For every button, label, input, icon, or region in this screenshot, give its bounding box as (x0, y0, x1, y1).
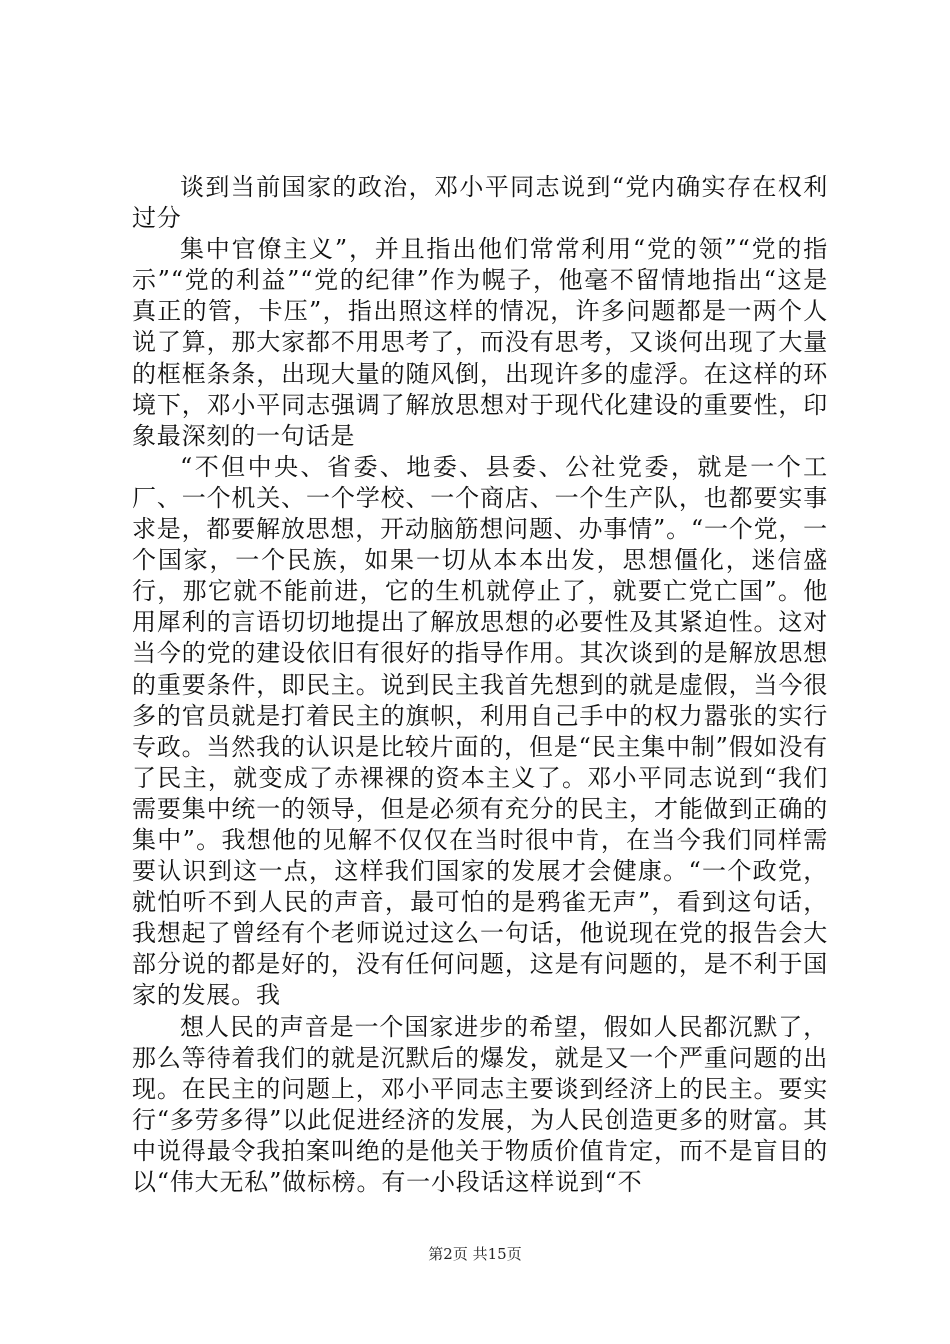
page-footer: 第2页 共15页 (428, 1245, 522, 1263)
paragraph-2: 集中官僚主义”，并且指出他们常常利用“党的领”“党的指示”“党的利益”“党的纪律”作为幌子，他毫不留情地指出“这是真正的管，卡压”，指出照这样的情况，许多问题都是一两个人说了算，那大家都不用思考了，而没有思考，又谈何出现了大量的框框条条，出现大量的随风倒，出现许多的虚浮。在这样的环境下，邓小平同志强调了解放思想对于现代化建设的重要性，印象最深刻的一句话是 (132, 235, 828, 450)
paragraph-3: “不但中央、省委、地委、县委、公社党委，就是一个工厂、一个机关、一个学校、一个商店、一个生产队，也都要实事求是，都要解放思想，开动脑筋想问题、办事情”。“一个党，一个国家，一个民族，如果一切从本本出发，思想僵化，迷信盛行，那它就不能前进，它的生机就停止了，就要亡党亡国”。他用犀利的言语切切地提出了解放思想的必要性及其紧迫性。这对当今的党的建设依旧有很好的指导作用。其次谈到的是解放思想的重要条件，即民主。说到民主我首先想到的就是虚假，当今很多的官员就是打着民主的旗帜，利用自己手中的权力嚣张的实行专政。当然我的认识是比较片面的，但是“民主集中制”假如没有了民主，就变成了赤裸裸的资本主义了。邓小平同志说到“我们需要集中统一的领导，但是必须有充分的民主，才能做到正确的集中”。我想他的见解不仅仅在当时很中肯，在当今我们同样需要认识到这一点，这样我们国家的发展才会健康。“一个政党，就怕听不到人民的声音，最可怕的是鸦雀无声”，看到这句话，我想起了曾经有个老师说过这么一句话，他说现在党的报告会大部分说的都是好的，没有任何问题，这是有问题的，是不利于国家的发展。我 (132, 452, 828, 1010)
body-text (132, 172, 828, 1198)
paragraph-4: 想人民的声音是一个国家进步的希望，假如人民都沉默了，那么等待着我们的就是沉默后的爆发，就是又一个严重问题的出现。在民主的问题上，邓小平同志主要谈到经济上的民主。要实行“多劳多得”以此促进经济的发展，为人民创造更多的财富。其中说得最令我拍案叫绝的是他关于物质价值肯定，而不是盲目的以“伟大无私”做标榜。有一小段话这样说到“不 (132, 1012, 828, 1196)
paragraph-1: 谈到当前国家的政治，邓小平同志说到“党内确实存在权利过分 (132, 173, 828, 233)
